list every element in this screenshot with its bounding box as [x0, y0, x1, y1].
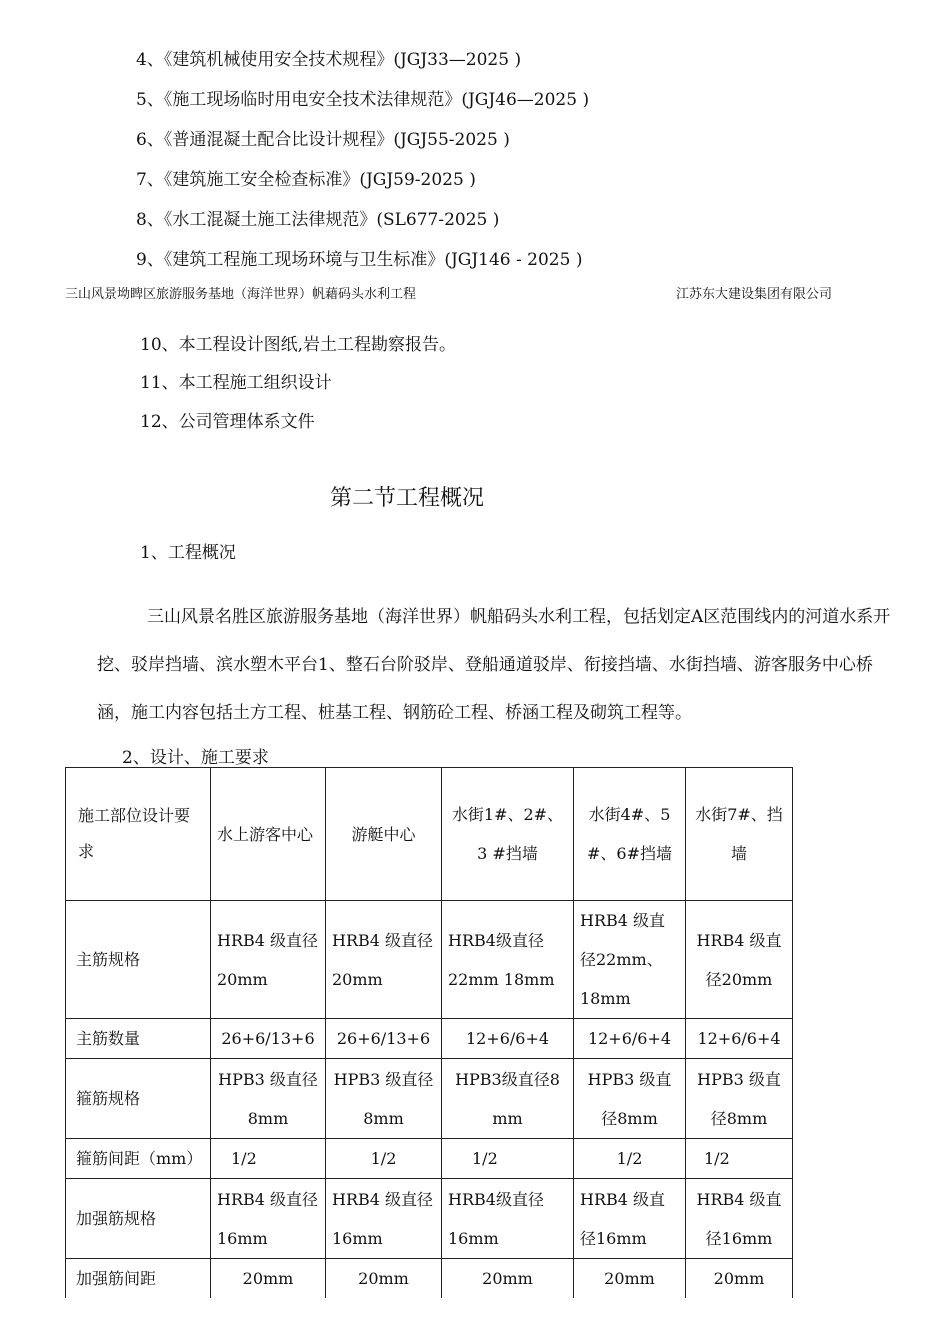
table-cell: HPB3 级直径8mm — [686, 1059, 793, 1139]
header-cell — [326, 768, 442, 901]
reference-item: 7、《建筑施工安全检查标准》(JGJ59-2025 ) — [136, 170, 476, 190]
table-row — [66, 1019, 793, 1059]
table-row — [66, 1179, 793, 1259]
table-cell: 1/2 — [574, 1139, 686, 1179]
table-cell: 20mm — [442, 1259, 574, 1309]
header-text: 游艇中心 — [351, 824, 416, 844]
table-header-row — [66, 768, 793, 901]
section-title: 第二节工程概况 — [330, 486, 485, 511]
header-text: 水街4#、5 #、6#挡墙 — [587, 805, 672, 863]
company-header: 江苏东大建设集团有限公司 — [676, 287, 833, 302]
subsection-heading: 2、设计、施工要求 — [122, 748, 269, 768]
table-cell: HRB4 级直径20mm — [211, 901, 326, 1019]
table-cell: HRB4 级直径22mm、18mm — [574, 901, 686, 1019]
table-cell: HPB3 级直径8mm — [211, 1059, 326, 1139]
row-label: 加强筋规格 — [66, 1179, 211, 1259]
table-cell: 12+6/6+4 — [686, 1019, 793, 1059]
table-cell: HRB4 级直径16mm — [686, 1179, 793, 1259]
table-cell: HRB4 级直径16mm — [326, 1179, 442, 1259]
header-text: 水街1#、2#、3 #挡墙 — [451, 805, 564, 863]
table-cell: HRB4级直径 16mm — [442, 1179, 574, 1259]
header-cell — [686, 768, 793, 901]
reference-item: 6、《普通混凝土配合比设计规程》(JGJ55-2025 ) — [136, 130, 510, 150]
row-label: 加强筋间距 — [66, 1259, 211, 1309]
table-cell: HRB4 级直径20mm — [686, 901, 793, 1019]
spec-table — [65, 767, 793, 1309]
table-cell: 20mm — [211, 1259, 326, 1309]
table-cell: 1/2 — [326, 1139, 442, 1179]
row-label: 箍筋间距（mm） — [66, 1139, 211, 1179]
table-row — [66, 901, 793, 1019]
reference-item: 12、公司管理体系文件 — [140, 412, 315, 432]
table-cell: 1/2 — [686, 1139, 793, 1179]
table-row — [66, 1139, 793, 1179]
reference-item: 11、本工程施工组织设计 — [140, 373, 332, 393]
header-cell — [574, 768, 686, 901]
header-label-cell — [66, 768, 211, 901]
table-cell: 20mm — [326, 1259, 442, 1309]
header-label: 施工部位设计要求 — [78, 806, 191, 861]
header-cell — [442, 768, 574, 901]
header-text: 水街7#、挡墙 — [695, 805, 783, 863]
table-cell: 12+6/6+4 — [442, 1019, 574, 1059]
table-cell: HRB4 级直径16mm — [211, 1179, 326, 1259]
reference-item: 9、《建筑工程施工现场环境与卫生标准》(JGJ146 - 2025 ) — [136, 250, 583, 270]
table-cell: HRB4级直径 22mm 18mm — [442, 901, 574, 1019]
table-cell: HPB3 级直径8mm — [574, 1059, 686, 1139]
table-cell: HRB4 级直径20mm — [326, 901, 442, 1019]
row-label: 主筋规格 — [66, 901, 211, 1019]
table-cell: HPB3 级直径8mm — [326, 1059, 442, 1139]
reference-item: 5、《施工现场临时用电安全技术法律规范》(JGJ46—2025 ) — [136, 90, 590, 110]
table-row — [66, 1059, 793, 1139]
table-cell: 20mm — [686, 1259, 793, 1309]
table-cell: 26+6/13+6 — [211, 1019, 326, 1059]
project-header: 三山风景坳睥区旅游服务基地（海洋世界）帆藉码头水利工程 — [65, 287, 417, 302]
row-label: 主筋数量 — [66, 1019, 211, 1059]
reference-item: 10、本工程设计图纸,岩土工程勘察报告。 — [140, 335, 457, 355]
overview-text: 三山风景名胜区旅游服务基地（海洋世界）帆船码头水利工程，包括划定A区范围线内的河道水系开挖、驳岸挡墙、滨水塑木平台1、整石台阶驳岸、登船通道驳岸、衔接挡墙、水街挡墙、游客服务中心桥涵，施工内容包括土方工程、桩基工程、钢筋砼工程、桥涵工程及砌筑工程等。 — [97, 607, 891, 723]
table-cell: HPB3级直径8 mm — [442, 1059, 574, 1139]
reference-item: 4、《建筑机械使用安全技术规程》(JGJ33—2025 ) — [136, 50, 522, 70]
header-cell — [211, 768, 326, 901]
table-cell: 1/2 — [442, 1139, 574, 1179]
overview-paragraph — [97, 593, 897, 737]
table-cell: 20mm — [574, 1259, 686, 1309]
table-cell: 26+6/13+6 — [326, 1019, 442, 1059]
table-cell: 1/2 — [211, 1139, 326, 1179]
header-text: 水上游客中心 — [217, 824, 314, 844]
table-cell: 12+6/6+4 — [574, 1019, 686, 1059]
subsection-heading: 1、工程概况 — [140, 543, 236, 563]
page-bottom-mask — [0, 1298, 950, 1344]
reference-item: 8、《水工混凝土施工法律规范》(SL677-2025 ) — [136, 210, 500, 230]
row-label: 箍筋规格 — [66, 1059, 211, 1139]
table-cell: HRB4 级直径16mm — [574, 1179, 686, 1259]
